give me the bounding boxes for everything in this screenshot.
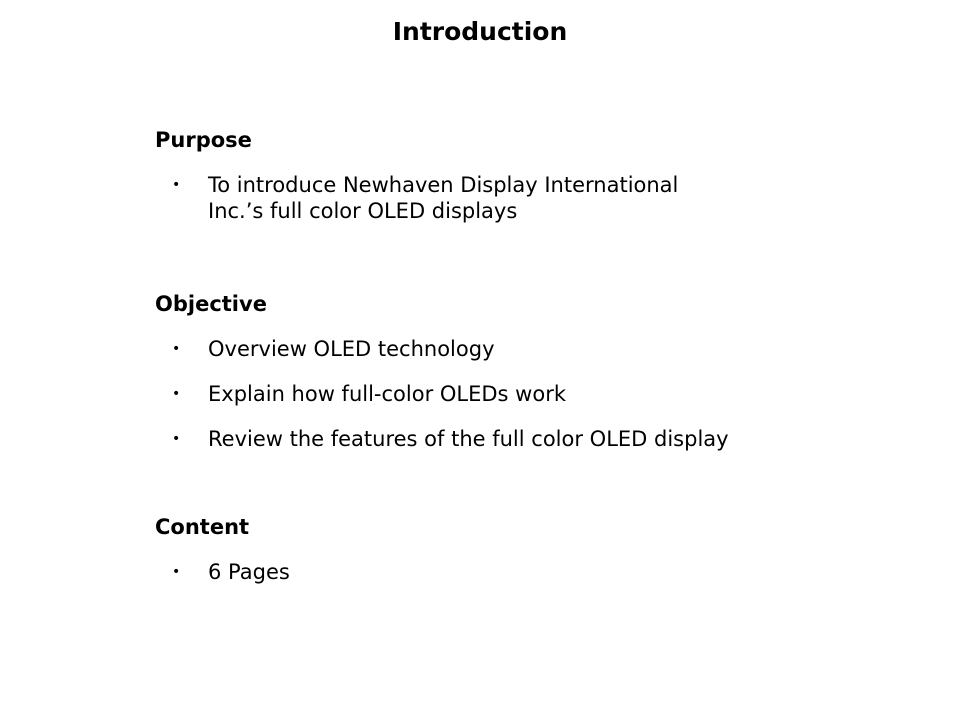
section-heading-objective: Objective <box>155 292 267 316</box>
bullet-item <box>155 336 875 362</box>
bullet-item <box>155 426 875 452</box>
bullet-icon: • <box>172 386 181 402</box>
bullet-list-content <box>155 559 875 585</box>
bullet-item <box>155 172 875 224</box>
section-heading-purpose: Purpose <box>155 128 252 152</box>
bullet-text: To introduce Newhaven Display International Inc.’s full color OLED displays <box>208 173 679 223</box>
bullet-item <box>155 559 875 585</box>
bullet-text: Explain how full-color OLEDs work <box>208 382 566 406</box>
bullet-item <box>155 381 875 407</box>
bullet-icon: • <box>172 431 181 447</box>
bullet-icon: • <box>172 341 181 357</box>
section-objective <box>155 291 875 452</box>
section-heading-content: Content <box>155 515 250 539</box>
bullet-text: Overview OLED technology <box>208 337 495 361</box>
section-content <box>155 514 875 585</box>
bullet-icon: • <box>172 177 181 193</box>
bullet-list-objective <box>155 336 875 452</box>
section-purpose <box>155 127 875 224</box>
bullet-icon: • <box>172 564 181 580</box>
bullet-text: 6 Pages <box>208 560 290 584</box>
slide-title: Introduction <box>392 17 568 46</box>
bullet-text: Review the features of the full color OLED display <box>208 427 729 451</box>
bullet-list-purpose <box>155 172 875 224</box>
